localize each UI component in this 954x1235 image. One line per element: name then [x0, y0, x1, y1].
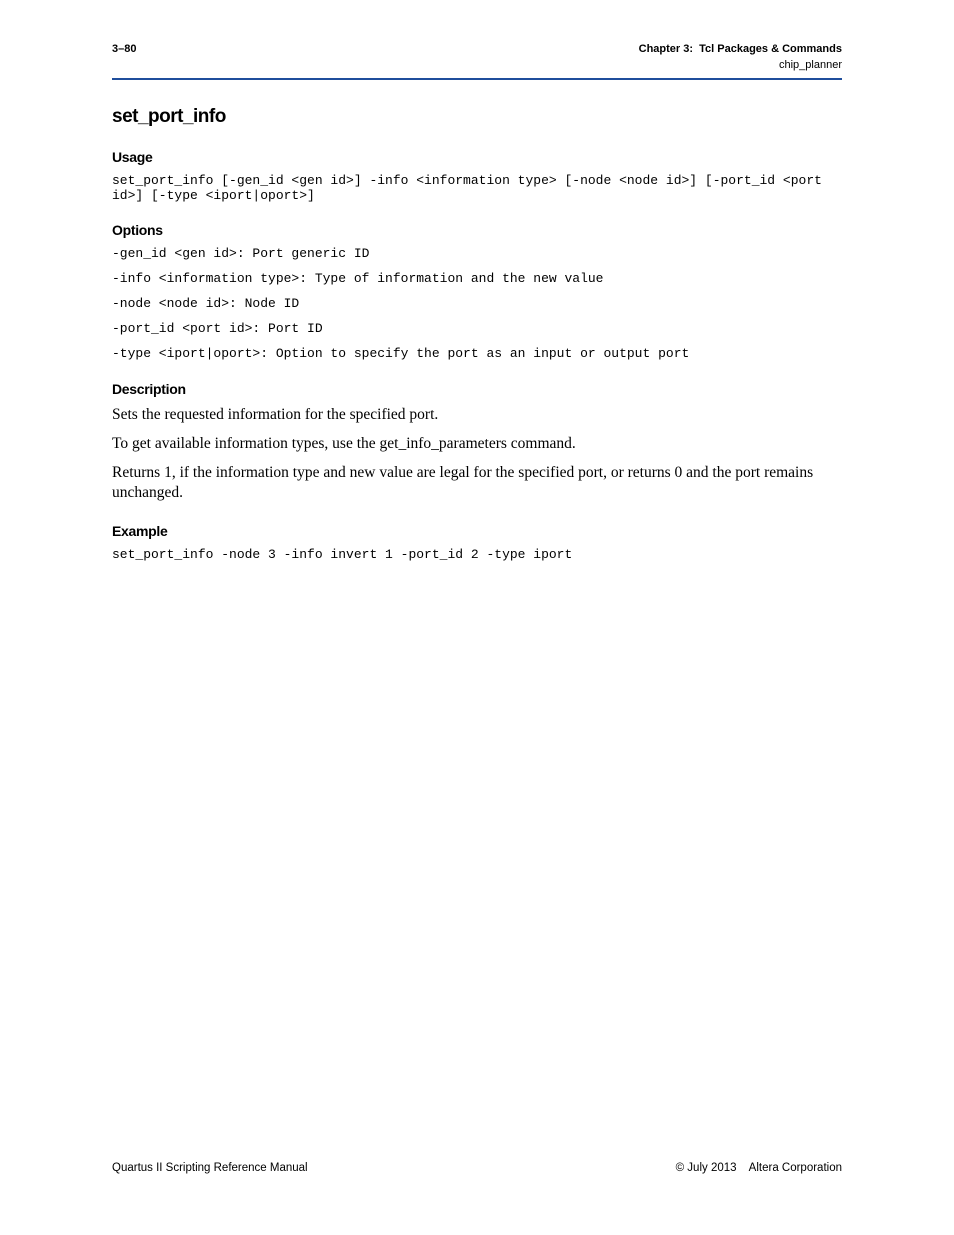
description-heading: Description	[112, 381, 186, 397]
page-header	[112, 42, 842, 80]
main-content	[112, 104, 842, 572]
description-paragraph: Sets the requested information for the specified port.	[112, 406, 439, 423]
usage-code: set_port_info [-gen_id <gen id>] -info <information type> [-node <node id>] [-port_id <port id>] [-type <iport|oport>]	[112, 173, 830, 203]
option-item: -port_id <port id>: Port ID	[112, 321, 323, 336]
description-paragraph: Returns 1, if the information type and new value are legal for the specified port, or returns 0 and the port remains unchanged.	[112, 464, 814, 501]
example-code: set_port_info -node 3 -info invert 1 -port_id 2 -type iport	[112, 547, 573, 562]
option-item: -type <iport|oport>: Option to specify the port as an input or output port	[112, 346, 690, 361]
description-body	[112, 405, 842, 503]
chapter-title: Chapter 3: Tcl Packages & Commands	[638, 43, 842, 55]
usage-heading: Usage	[112, 149, 153, 165]
example-heading: Example	[112, 523, 168, 539]
options-list	[112, 246, 842, 361]
options-heading: Options	[112, 222, 163, 238]
section-name: chip_planner	[779, 59, 842, 71]
description-paragraph: To get available information types, use the get_info_parameters command.	[112, 435, 576, 452]
option-item: -info <information type>: Type of information and the new value	[112, 271, 604, 286]
page-number: 3–80	[112, 43, 137, 55]
footer-copyright: © July 2013 Altera Corporation	[675, 1162, 842, 1174]
option-item: -node <node id>: Node ID	[112, 296, 300, 311]
footer-manual-title: Quartus II Scripting Reference Manual	[112, 1162, 308, 1174]
option-item: -gen_id <gen id>: Port generic ID	[112, 246, 370, 261]
page-title: set_port_info	[112, 106, 226, 127]
